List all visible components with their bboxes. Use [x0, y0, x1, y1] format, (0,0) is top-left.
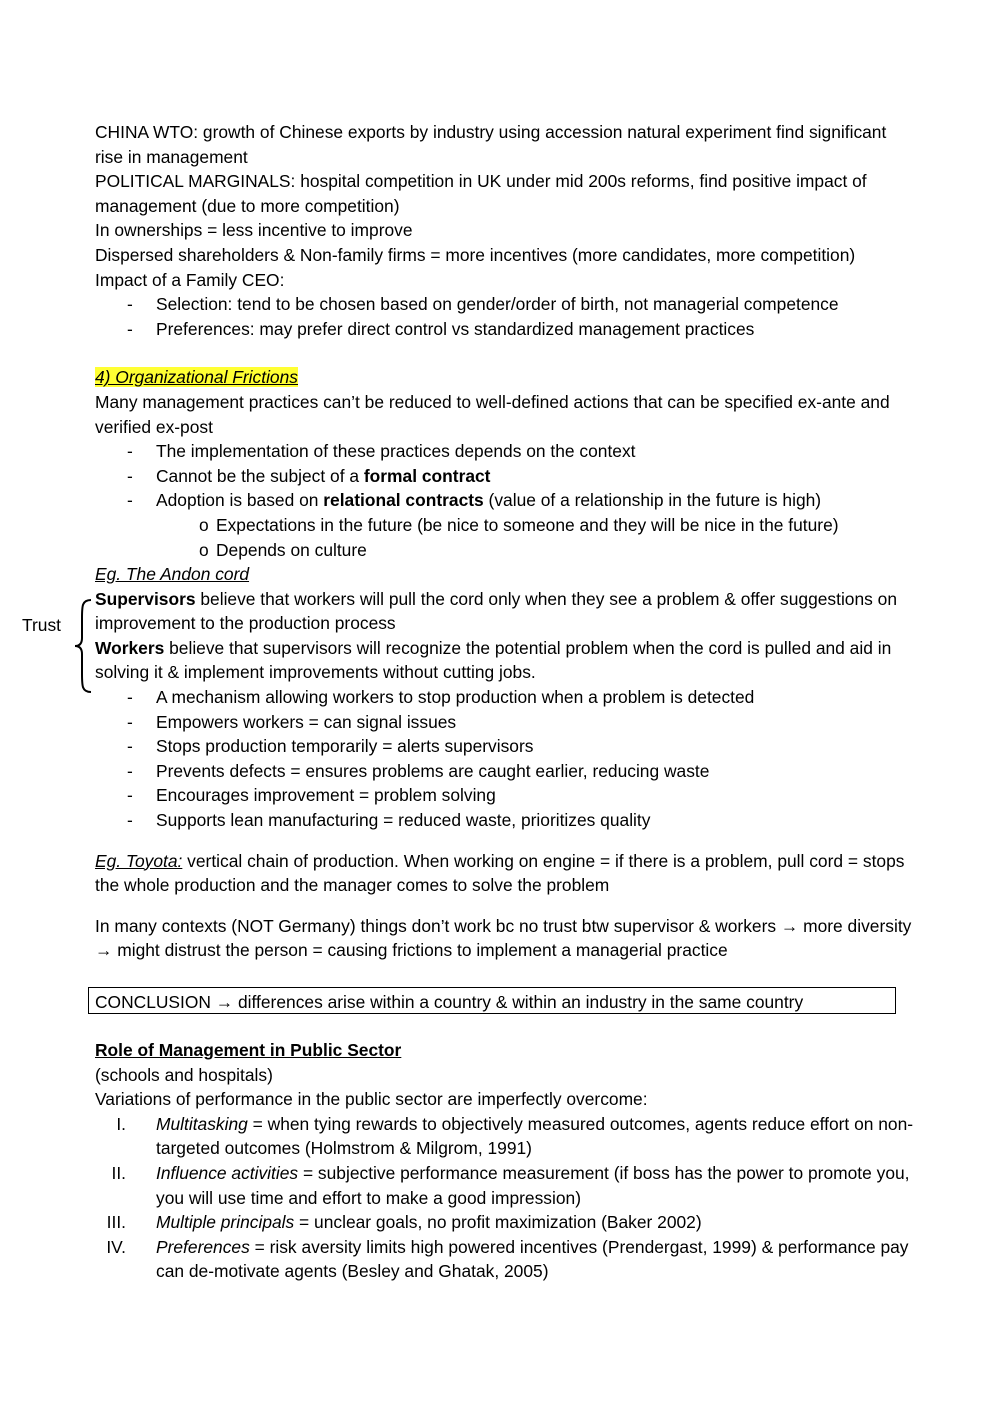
curly-brace-icon	[74, 598, 94, 694]
section-heading	[95, 365, 915, 390]
list-item: o Depends on culture	[95, 538, 915, 563]
organizational-frictions-heading: 4) Organizational Frictions	[95, 367, 298, 388]
relational-contracts-sublist	[95, 513, 915, 562]
workers-paragraph: Workers believe that supervisors will recognize the potential problem when the cord is pulled and aid in solving it & implement improvements without cutting jobs.	[95, 637, 892, 683]
frictions-intro: Many management practices can’t be reduced to well-defined actions that can be specified ex-ante and verified ex-post	[95, 391, 890, 437]
list-item: II. Influence activities = subjective performance measurement (if boss has the power to promote you, you will use time and effort to make a good impression)	[111, 1162, 910, 1208]
list-item: - Encourages improvement = problem solving	[95, 783, 915, 808]
frictions-list	[95, 439, 915, 513]
list-item: - Empowers workers = can signal issues	[95, 710, 915, 735]
list-item: - Preferences: may prefer direct control vs standardized management practices	[95, 317, 915, 342]
public-sector-heading: Role of Management in Public Sector	[95, 1040, 402, 1060]
political-marginals-paragraph: POLITICAL MARGINALS: hospital competition in UK under mid 200s reforms, find positive impact of management (due to more competition)	[95, 171, 867, 216]
family-ceo-list	[95, 292, 915, 341]
list-item: - Prevents defects = ensures problems are caught earlier, reducing waste	[95, 759, 915, 784]
list-item: - Cannot be the subject of a formal contract	[95, 464, 915, 489]
list-item: III. Multiple principals = unclear goals, no profit maximization (Baker 2002)	[106, 1212, 702, 1233]
contexts-paragraph: In many contexts (NOT Germany) things don’t work bc no trust btw supervisor & workers → more diversity → might distrust the person = causing frictions to implement a managerial practice	[95, 915, 912, 961]
conclusion-box: CONCLUSION → differences arise within a country & within an industry in the same country	[88, 987, 896, 1014]
list-item: o Expectations in the future (be nice to someone and they will be nice in the future)	[95, 513, 915, 538]
list-item: I. Multitasking = when tying rewards to objectively measured outcomes, agents reduce effort on non-targeted outcomes (Holmstrom & Milgrom, 1991)	[116, 1113, 914, 1159]
andon-cord-label: Eg. The Andon cord	[95, 564, 250, 585]
document-page	[95, 120, 915, 1284]
family-ceo-line: Impact of a Family CEO:	[95, 269, 285, 290]
list-item: - Selection: tend to be chosen based on gender/order of birth, not managerial competence	[95, 292, 915, 317]
public-sector-list	[95, 1112, 915, 1284]
list-item: - Adoption is based on relational contracts (value of a relationship in the future is high)	[95, 488, 915, 513]
list-item: - The implementation of these practices depends on the context	[95, 439, 915, 464]
list-item: - Supports lean manufacturing = reduced waste, prioritizes quality	[95, 808, 915, 833]
list-item: - A mechanism allowing workers to stop production when a problem is detected	[95, 685, 915, 710]
andon-cord-list	[95, 685, 915, 833]
trust-label: Trust	[22, 615, 61, 635]
public-sector-subtitle: (schools and hospitals)	[95, 1064, 273, 1085]
list-item: IV. Preferences = risk aversity limits high powered incentives (Prendergast, 1999) & performance pay can de-motivate agents (Besley and Ghatak, 2005)	[106, 1236, 909, 1282]
public-sector-intro: Variations of performance in the public sector are imperfectly overcome:	[95, 1089, 648, 1110]
dispersed-shareholders-line: Dispersed shareholders & Non-family firms = more incentives (more candidates, more competition)	[95, 244, 856, 265]
ownerships-line: In ownerships = less incentive to improve	[95, 220, 413, 241]
toyota-paragraph: Eg. Toyota: vertical chain of production. When working on engine = if there is a problem, pull cord = stops the whole production and the manager comes to solve the problem	[95, 850, 905, 896]
supervisors-paragraph: Supervisors believe that workers will pull the cord only when they see a problem & offer suggestions on improvement to the production process	[95, 588, 898, 634]
china-wto-paragraph: CHINA WTO: growth of Chinese exports by industry using accession natural experiment find significant rise in management	[95, 122, 887, 167]
list-item: - Stops production temporarily = alerts supervisors	[95, 734, 915, 759]
